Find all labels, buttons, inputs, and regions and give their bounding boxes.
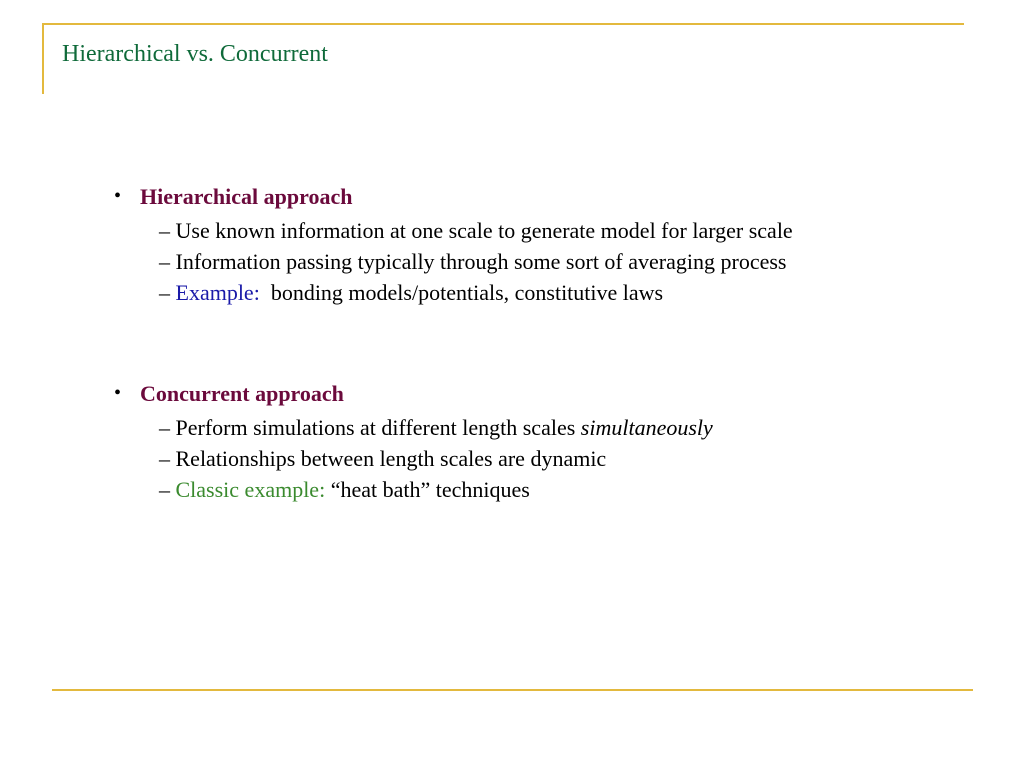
dash-marker: – bbox=[159, 249, 170, 274]
item-text: Relationships between length scales are dynamic bbox=[175, 446, 607, 471]
classic-example-label: Classic example: bbox=[175, 477, 326, 502]
item-text: Use known information at one scale to generate model for larger scale bbox=[175, 218, 793, 243]
bullet-marker: • bbox=[114, 382, 122, 404]
slide-title: Hierarchical vs. Concurrent bbox=[62, 41, 328, 67]
list-item bbox=[159, 218, 793, 244]
item-text: “heat bath” techniques bbox=[330, 477, 530, 502]
item-text: Perform simulations at different length scales bbox=[175, 415, 576, 440]
item-text: bonding models/potentials, constitutive laws bbox=[270, 280, 664, 305]
dash-marker: – bbox=[159, 280, 170, 305]
list-item bbox=[159, 249, 786, 275]
dash-marker: – bbox=[159, 477, 170, 502]
bullet-marker: • bbox=[114, 185, 122, 207]
list-item bbox=[159, 415, 713, 441]
list-item bbox=[159, 477, 530, 503]
list-item bbox=[159, 446, 606, 472]
item-text: Information passing typically through some sort of averaging process bbox=[175, 249, 787, 274]
section-heading-hierarchical: Hierarchical approach bbox=[140, 184, 353, 209]
dash-marker: – bbox=[159, 218, 170, 243]
dash-marker: – bbox=[159, 446, 170, 471]
list-item bbox=[159, 280, 663, 306]
example-label: Example: bbox=[175, 280, 260, 305]
dash-marker: – bbox=[159, 415, 170, 440]
section-heading-concurrent: Concurrent approach bbox=[140, 381, 344, 406]
emphasis-text: simultaneously bbox=[580, 415, 713, 440]
